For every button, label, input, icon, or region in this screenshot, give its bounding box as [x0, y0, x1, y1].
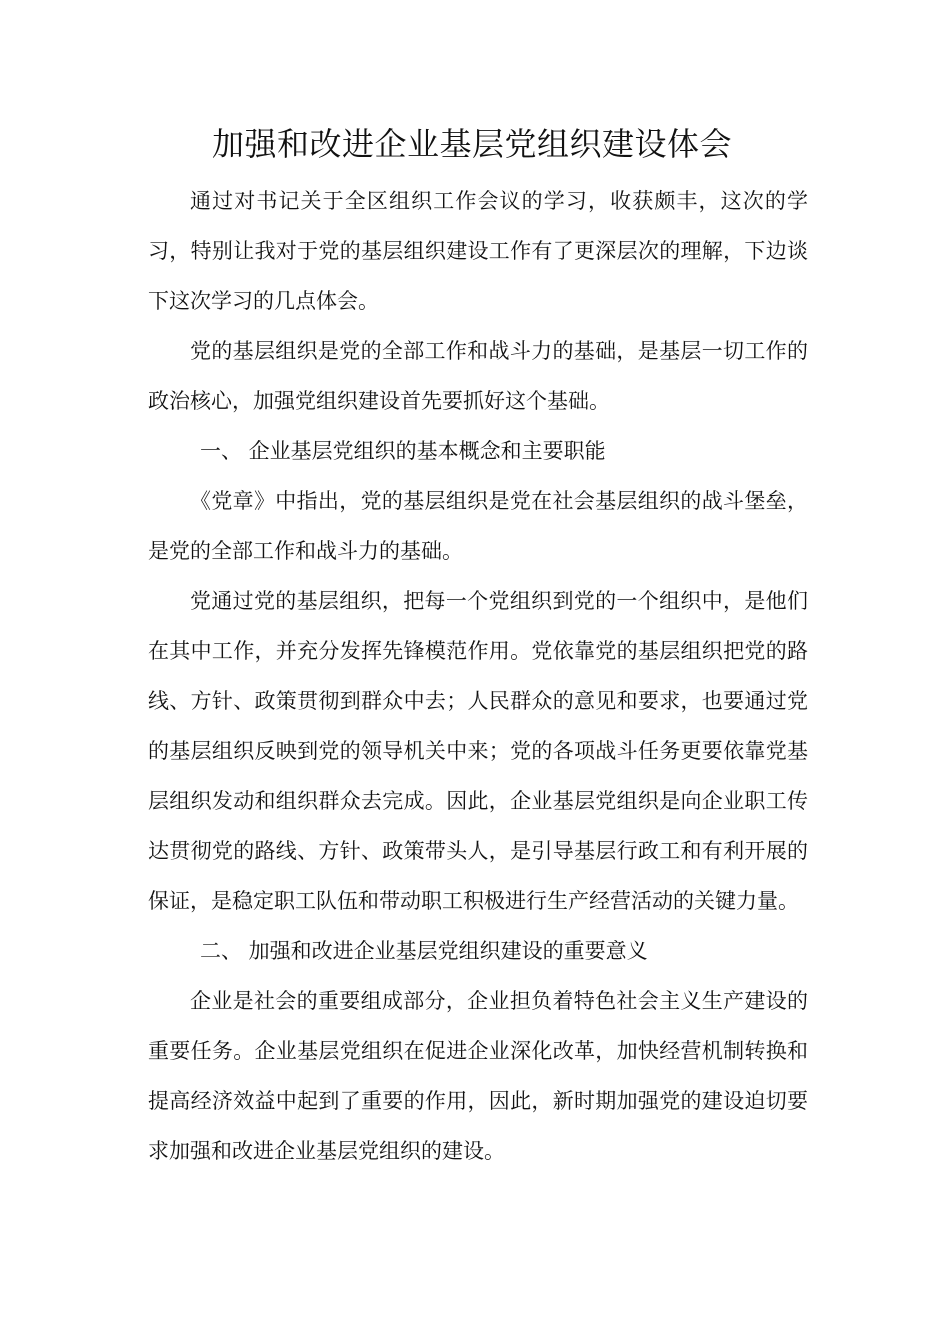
- section-2-paragraph-1: 企业是社会的重要组成部分，企业担负着特色社会主义生产建设的重要任务。企业基层党组织在促进企业深化改革，加快经营机制转换和提高经济效益中起到了重要的作用，因此，新时期加强党的建设迫切要求加强和改进企业基层党组织的建设。: [148, 989, 808, 1163]
- section-1-paragraph-2: 党通过党的基层组织，把每一个党组织到党的一个组织中，是他们在其中工作，并充分发挥先锋模范作用。党依靠党的基层组织把党的路线、方针、政策贯彻到群众中去；人民群众的意见和要求，也要通过党的基层组织反映到党的领导机关中来；党的各项战斗任务更要依靠党基层组织发动和组织群众去完成。因此，企业基层党组织是向企业职工传达贯彻党的路线、方针、政策带头人，是引导基层行政工和有利开展的保证，是稳定职工队伍和带动职工积极进行生产经营活动的关键力量。: [148, 589, 808, 913]
- section-2-heading: 二、 加强和改进企业基层党组织建设的重要意义: [200, 939, 648, 963]
- section-1-paragraph-1: 《党章》中指出，党的基层组织是党在社会基层组织的战斗堡垒，是党的全部工作和战斗力的基础。: [148, 489, 808, 563]
- document-title: 加强和改进企业基层党组织建设体会: [212, 125, 733, 163]
- document-page: [148, 112, 808, 1176]
- intro-paragraph-2: 党的基层组织是党的全部工作和战斗力的基础，是基层一切工作的政治核心，加强党组织建设首先要抓好这个基础。: [148, 339, 808, 413]
- intro-paragraph-1: 通过对书记关于全区组织工作会议的学习，收获颇丰，这次的学习，特别让我对于党的基层组织建设工作有了更深层次的理解，下边谈下这次学习的几点体会。: [148, 189, 808, 313]
- section-1-heading: 一、 企业基层党组织的基本概念和主要职能: [200, 439, 606, 463]
